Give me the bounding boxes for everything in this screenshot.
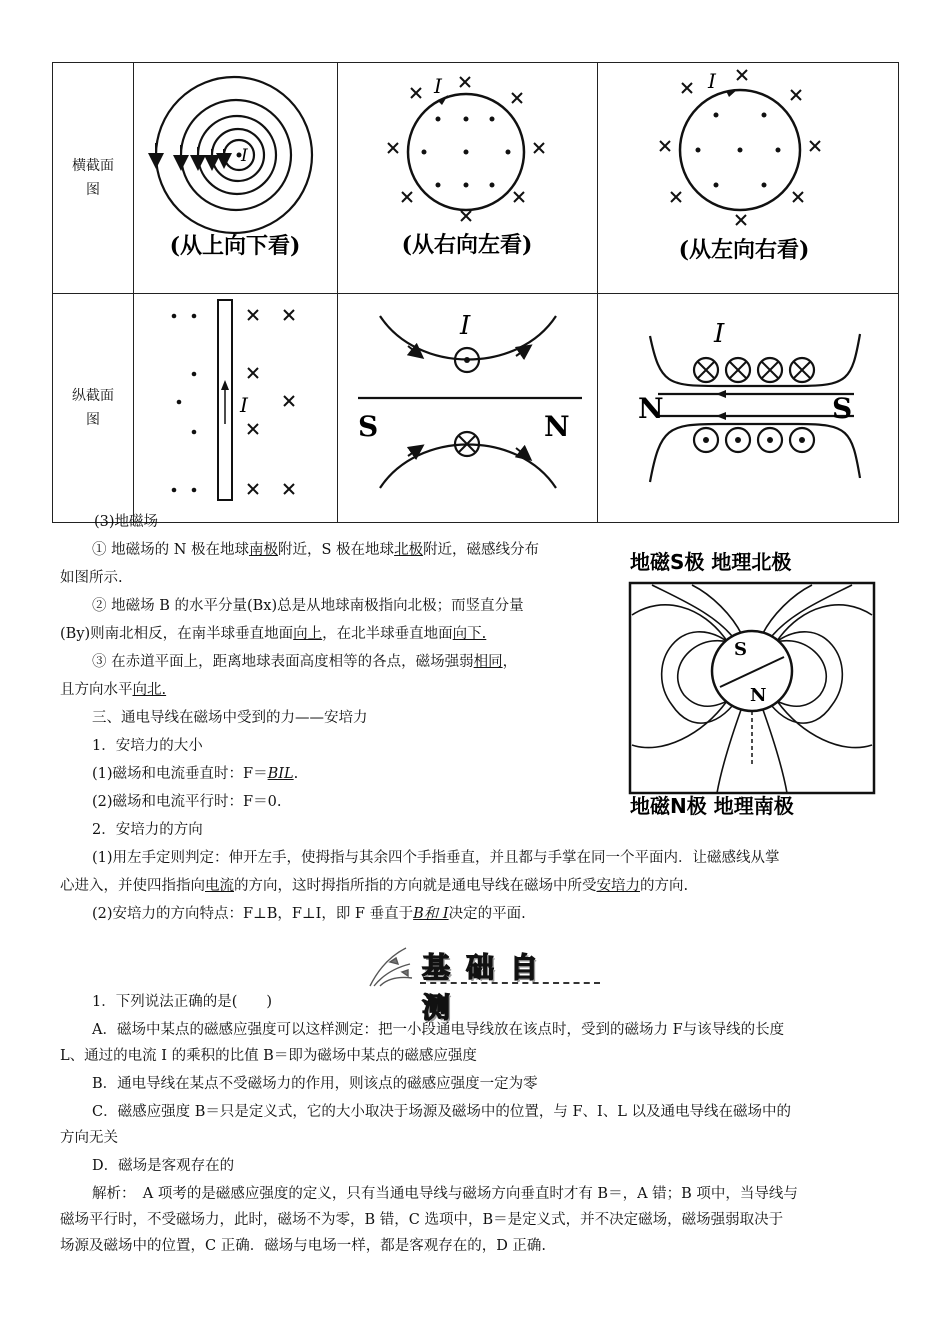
single-loop-side-diagram xyxy=(338,294,597,518)
caption-left-view: (从左向右看) xyxy=(678,237,810,263)
current-label: I xyxy=(241,146,248,166)
current-loop-right-view-diagram xyxy=(338,63,597,289)
option-a: A．磁场中某点的磁感应强度可以这样测定：把一小段通电导线放在该点时，受到的磁场力 F与该导线的长度 xyxy=(92,1022,785,1038)
row-label-longitudinal-section: 纵截面图 xyxy=(53,294,134,523)
option-d: D．磁场是客观存在的 xyxy=(92,1158,235,1174)
cell-loop-right-view xyxy=(338,63,598,294)
svg-text:I: I xyxy=(240,393,248,417)
ampere-section-heading: 三、通电导线在磁场中受到的力——安培力 xyxy=(92,710,368,726)
solenoid-side-diagram xyxy=(598,294,898,518)
svg-text:I: I xyxy=(714,319,725,349)
geo-heading: (3)地磁场 xyxy=(94,514,159,530)
option-b: B．通电导线在某点不受磁场力的作用，则该点的磁感应强度一定为零 xyxy=(92,1076,538,1092)
geo-top-label: 地磁S极 地理北极 xyxy=(630,550,792,574)
earth-s-label: S xyxy=(734,639,747,660)
banner-title: 基础自测 xyxy=(422,951,555,1024)
current-loop-left-view-diagram xyxy=(598,63,898,289)
geo-p3: ③ 在赤道平面上，距离地球表面高度相等的各点，磁场强弱相同， xyxy=(92,654,518,670)
geo-bottom-label: 地磁N极 地理南极 xyxy=(630,794,794,818)
field-diagram-table xyxy=(52,62,899,523)
straight-wire-cross-section-diagram xyxy=(134,63,337,289)
orchid-decoration-icon xyxy=(360,942,420,988)
cell-solenoid-side-view xyxy=(598,294,899,523)
pole-n-label: N xyxy=(544,410,570,443)
section-banner xyxy=(360,942,600,1024)
explanation: 解析： A 项考的是磁感应强度的定义，只有当通电导线与磁场方向垂直时才有 B＝，A 错；B 项中，当导线与 xyxy=(92,1186,798,1202)
earth-n-label: N xyxy=(750,685,767,706)
svg-text:I: I xyxy=(460,311,471,341)
pole-s-label: S xyxy=(358,410,379,443)
svg-text:N: N xyxy=(638,392,664,425)
svg-text:I: I xyxy=(434,74,442,98)
cell-loop-side-view xyxy=(338,294,598,523)
row-label-cross-section: 横截面图 xyxy=(53,63,134,294)
caption-top-view: (从上向下看) xyxy=(169,233,301,259)
straight-wire-side-diagram xyxy=(134,294,337,518)
geo-p2: ② 地磁场 B 的水平分量(Bx)总是从地球南极指向北极；而竖直分量 xyxy=(92,598,524,614)
question-1: 1．下列说法正确的是( ) xyxy=(92,994,273,1010)
svg-text:I: I xyxy=(708,69,716,93)
caption-right-view: (从右向左看) xyxy=(401,232,533,258)
cell-loop-left-view xyxy=(598,63,899,294)
svg-text:S: S xyxy=(832,392,853,425)
cell-wire-side-view xyxy=(134,294,338,523)
geo-p1: ① 地磁场的 N 极在地球南极附近，S 极在地球北极附近，磁感线分布 xyxy=(92,542,540,558)
option-c: C．磁感应强度 B＝只是定义式，它的大小取决于场源及磁场中的位置，与 F、I、L 以及通电导线在磁场中的 xyxy=(92,1104,791,1120)
earth-magnetic-field-figure xyxy=(622,545,882,825)
cell-wire-top-view xyxy=(134,63,338,294)
